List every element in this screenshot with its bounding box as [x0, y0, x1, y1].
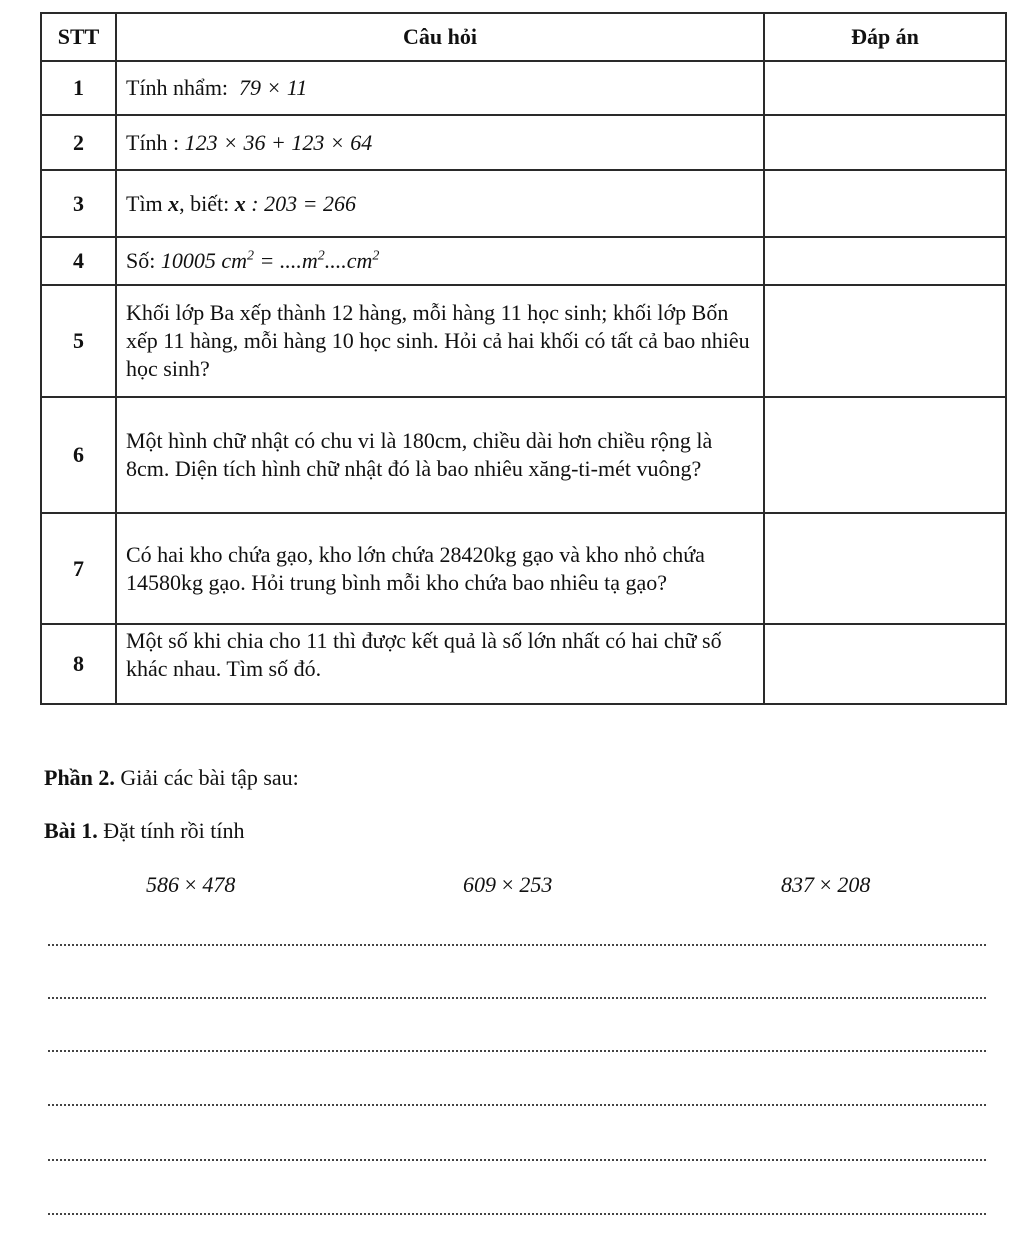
row-number: 5 [41, 285, 116, 397]
answer-dotted-line[interactable] [48, 997, 986, 999]
header-answer: Đáp án [764, 13, 1006, 61]
question-cell [116, 170, 764, 237]
quiz-table [40, 12, 1007, 705]
area-value: 10005 cm [160, 248, 248, 273]
row-number: 4 [41, 237, 116, 285]
multiplication-expression [781, 872, 870, 898]
section-instruction: Giải các bài tập sau: [120, 765, 299, 790]
variable-x: x [234, 190, 246, 216]
row-number: 7 [41, 513, 116, 624]
variable-x: x [168, 190, 180, 216]
superscript: 2 [372, 248, 380, 264]
question-cell [116, 237, 764, 285]
exercise-label: Bài 1. [44, 818, 98, 843]
area-blank-m: = ....m [254, 248, 318, 273]
answer-cell[interactable] [764, 397, 1006, 513]
question-cell: Một hình chữ nhật có chu vi là 180cm, chiều dài hơn chiều rộng là 8cm. Diện tích hình chữ nhật đó là bao nhiêu xăng-ti-mét vuông? [116, 397, 764, 513]
multiplication-expression [146, 872, 235, 898]
row-number: 8 [41, 624, 116, 704]
operand: 586 [146, 872, 179, 897]
superscript: 2 [247, 248, 255, 264]
math-expression: 123 × 36 + 123 × 64 [184, 129, 373, 155]
answer-cell[interactable] [764, 624, 1006, 704]
section-label: Phần 2. [44, 765, 115, 790]
question-label: Tìm [126, 190, 163, 216]
answer-cell[interactable] [764, 115, 1006, 170]
operand: 253 [519, 872, 553, 897]
question-cell: Khối lớp Ba xếp thành 12 hàng, mỗi hàng 11 học sinh; khối lớp Bốn xếp 11 hàng, mỗi hàng 10 học sinh. Hỏi cả hai khối có tất cả bao nhiêu học sinh? [116, 285, 764, 397]
math-expression: : 203 = 266 [251, 190, 356, 216]
header-question: Câu hỏi [116, 13, 764, 61]
table-row [41, 397, 1006, 513]
table-row [41, 513, 1006, 624]
row-number: 6 [41, 397, 116, 513]
math-expression: 79 × 11 [239, 75, 308, 100]
row-number: 3 [41, 170, 116, 237]
area-blank-cm: ....cm [324, 248, 373, 273]
exercise-heading [44, 818, 244, 844]
table-row [41, 61, 1006, 115]
math-expression [161, 248, 380, 273]
header-stt: STT [41, 13, 116, 61]
answer-cell[interactable] [764, 170, 1006, 237]
question-label: Tính nhẩm: [126, 75, 229, 100]
question-label: Số: [126, 248, 156, 273]
operand: 837 [781, 872, 814, 897]
answer-cell[interactable] [764, 61, 1006, 115]
exercise-instruction: Đặt tính rồi tính [103, 818, 245, 843]
table-row [41, 624, 1006, 704]
question-cell [116, 115, 764, 170]
section-heading [44, 765, 299, 791]
table-row [41, 237, 1006, 285]
question-cell: Có hai kho chứa gạo, kho lớn chứa 28420kg gạo và kho nhỏ chứa 14580kg gạo. Hỏi trung bình mỗi kho chứa bao nhiêu tạ gạo? [116, 513, 764, 624]
table-header-row [41, 13, 1006, 61]
row-number: 2 [41, 115, 116, 170]
operator: × [501, 872, 514, 897]
question-cell: Một số khi chia cho 11 thì được kết quả là số lớn nhất có hai chữ số khác nhau. Tìm số đó. [116, 624, 764, 704]
operand: 208 [837, 872, 871, 897]
answer-dotted-line[interactable] [48, 1213, 986, 1215]
row-number: 1 [41, 61, 116, 115]
operator: × [819, 872, 832, 897]
superscript: 2 [317, 248, 325, 264]
answer-cell[interactable] [764, 237, 1006, 285]
operand: 478 [202, 872, 236, 897]
table-row [41, 170, 1006, 237]
operand: 609 [463, 872, 496, 897]
answer-dotted-line[interactable] [48, 944, 986, 946]
table-row [41, 115, 1006, 170]
question-cell [116, 61, 764, 115]
answer-dotted-line[interactable] [48, 1050, 986, 1052]
question-text: , biết: [179, 190, 230, 216]
answer-cell[interactable] [764, 513, 1006, 624]
multiplication-expression [463, 872, 552, 898]
question-label: Tính : [126, 129, 180, 155]
answer-cell[interactable] [764, 285, 1006, 397]
answer-dotted-line[interactable] [48, 1159, 986, 1161]
table-row [41, 285, 1006, 397]
operator: × [184, 872, 197, 897]
answer-dotted-line[interactable] [48, 1104, 986, 1106]
